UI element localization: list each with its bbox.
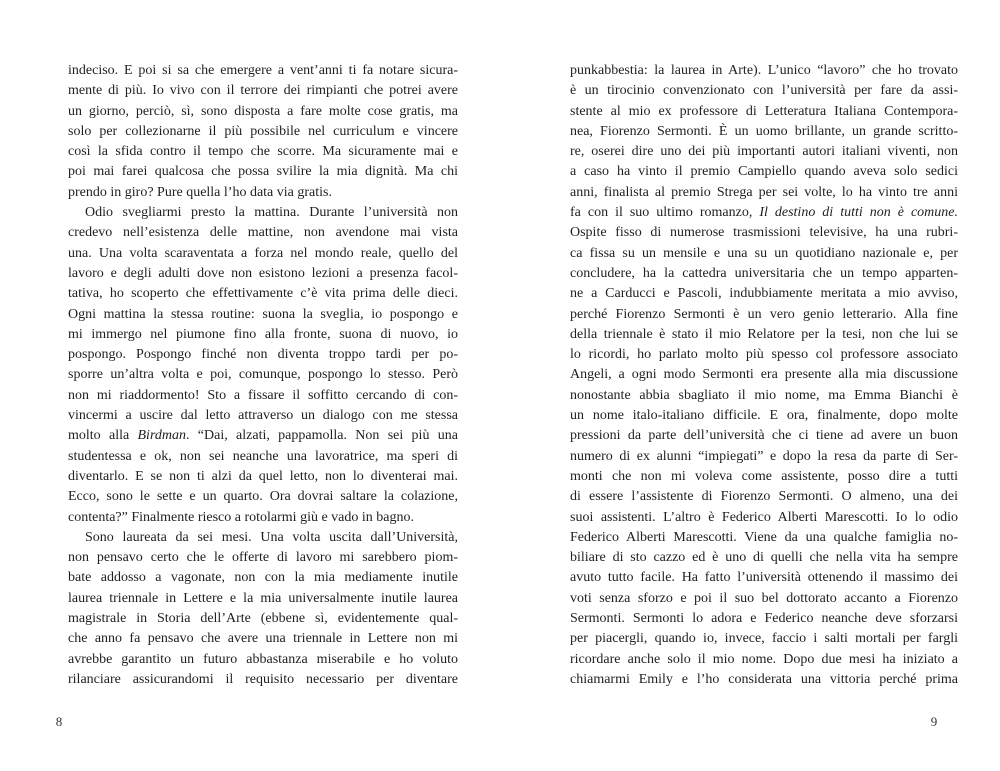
text-line: ne a Carducci e Pascoli, indubbiamente meritata a mio avviso,: [570, 286, 958, 302]
text-line: sporre un’altra volta e poi, comunque, pospongo lo stesso. Però: [68, 367, 458, 383]
text-line: avuto tutto facile. Ha fatto l’università ottenendo il massimo dei: [570, 570, 958, 586]
text-line: studentessa e ok, non sei neanche una lavoratrice, ma speri di: [68, 448, 458, 464]
text-line: indeciso. E poi si sa che emergere a vent’anni ti fa notare sicura-: [68, 63, 458, 78]
paragraph: [68, 528, 458, 690]
italic-title: Il destino di tutti non è comune.: [759, 205, 958, 221]
paragraph: [68, 61, 458, 203]
text-line: mente di più. Io vivo con il terrore dei rimpianti che potrei avere: [68, 83, 458, 99]
text-line: prendo in giro? Pure quella l’ho data via gratis.: [68, 184, 332, 200]
text-line: re, oserei dire uno dei più importanti autori italiani viventi, non: [570, 144, 958, 160]
text-line: un giorno, perciò, sì, sono disposta a fare molte cose gratis, ma: [68, 103, 458, 119]
text-line: lo ricordi, ho parlato molto più spesso col professore associato: [570, 347, 958, 363]
text-line: concludere, ha la cattedra universitaria che un tempo apparten-: [570, 265, 958, 281]
text-line: una. Una volta scaraventata a forza nel mondo reale, quello del: [68, 245, 458, 261]
text-line: stente al mio ex professore di Letteratura Italiana Contempora-: [570, 103, 958, 119]
text-line: Angeli, a ogni modo Sermonti era presente alla mia discussione: [570, 367, 958, 383]
text-line: avrebbe garantito un futuro abbastanza miserabile e ho voluto: [68, 651, 458, 667]
text-line: non mi riaddormento! Sto a fissare il soffitto cercando di con-: [68, 387, 458, 403]
text-line: diventarlo. E se non ti alzi da quel letto, non lo diventerai mai.: [68, 468, 458, 484]
text-line: molto alla Birdman. “Dai, alzati, pappamolla. Non sei più una: [68, 428, 458, 444]
text-line: Sermonti. Sermonti lo adora e Federico neanche deve sforzarsi: [570, 611, 958, 627]
text-line: punkabbestia: la laurea in Arte). L’unico “lavoro” che ho trovato: [570, 63, 958, 78]
page-number-left: 8: [55, 714, 63, 729]
text-line: solo per collezionarne il più possibile nel curriculum e vincere: [68, 123, 458, 139]
page-number-right: 9: [930, 714, 938, 729]
text-line: non pensavo certo che le offerte di lavoro mi sarebbero piom-: [68, 550, 458, 566]
text-line: rilanciare assicurandomi il requisito necessario per diventare: [68, 671, 458, 687]
text-line: Odio svegliarmi presto la mattina. Durante l’università non: [85, 205, 458, 221]
text-line: contenta?” Finalmente riesco a rotolarmi giù e vado in bagno.: [68, 509, 414, 525]
text-line: Federico Alberti Marescotti. Viene da una qualche famiglia no-: [570, 529, 958, 545]
text-line: è un tirocinio convenzionato con l’università per fare da assi-: [570, 83, 958, 99]
text-line: così la sfida contro il tempo che scorre. Ma sicuramente mai e: [68, 144, 458, 160]
paragraph: [570, 61, 958, 690]
text-line: perché Fiorenzo Sermonti è un vero genio letterario. Alla fine: [570, 306, 958, 322]
text-line: che anno fa pensavo che avere una triennale in Lettere non mi: [68, 631, 458, 647]
text-line: di essere l’assistente di Fiorenzo Sermonti. O almeno, una dei: [570, 489, 958, 505]
text-line: biliare di sto cazzo ed è uno di quelli che nella vita ha sempre: [570, 550, 958, 566]
text-line: Ospite fisso di numerose trasmissioni televisive, ha una rubri-: [570, 225, 958, 241]
text-line: laurea triennale in Lettere e la mia universalmente inutile laurea: [68, 590, 458, 606]
text-line: monti che non mi voleva come assistente, posso dire a tutti: [570, 468, 958, 484]
text-line: Ecco, sono le sette e un quarto. Ora dovrai saltare la colazione,: [68, 489, 458, 505]
text-line: vincermi a uscire dal letto attraverso un dialogo con me stessa: [68, 408, 458, 424]
text-line: poi mai farei qualcosa che possa svilire la mia dignità. Ma chi: [68, 164, 458, 180]
text-line: nea, Fiorenzo Sermonti. È un uomo brillante, un grande scritto-: [570, 123, 958, 139]
text-line: suoi assistenti. L’altro è Federico Alberti Marescotti. Io lo odio: [570, 509, 958, 525]
text-line: ricordare anche solo il mio nome. Dopo due mesi ha iniziato a: [570, 651, 958, 667]
text-line: numero di ex alunni “impiegati” e dopo la resa da parte di Ser-: [570, 448, 958, 464]
page-right-text: [570, 61, 958, 690]
text-line: tativa, ho scoperto che effettivamente c’è vita prima delle dieci.: [68, 286, 458, 302]
text-line: ca fissa su un mensile e una su un quotidiano nazionale e, per: [570, 245, 958, 261]
text-line: nonostante abbia sbagliato il mio nome, ma Emma Bianchi è: [570, 387, 958, 403]
text-line: per piacergli, quando io, invece, faccio i salti mortali per fargli: [570, 631, 958, 647]
text-line: pospongo. Pospongo finché non diventa troppo tardi per po-: [68, 347, 458, 363]
text-line: un nome italo-italiano difficile. E ora, finalmente, dopo molte: [570, 408, 958, 424]
text-line: anni, finalista al premio Strega per sei volte, lo ha vinto tre anni: [570, 184, 958, 200]
text-line: a caso ha vinto il premio Campiello quando aveva solo sedici: [570, 164, 958, 180]
paragraph: [68, 203, 458, 528]
text-line: bate addosso a vagonate, non con la mia mediamente inutile: [68, 570, 458, 586]
text-line: lavoro e degli adulti dove non esistono lezioni a presenza facol-: [68, 265, 458, 281]
text-line: della triennale è stato il mio Relatore per la tesi, non che lui se: [570, 326, 958, 342]
page-left-text: [68, 61, 458, 690]
text-line: pressioni da parte dell’università che ci tiene ad avere un buon: [570, 428, 958, 444]
text-line: voti senza sforzo e poi il suo bel dottorato accanto a Fiorenzo: [570, 590, 958, 606]
text-line: chiamarmi Emily e l’ho considerata una vittoria perché prima: [570, 671, 958, 687]
text-line: magistrale in Storia dell’Arte (ebbene sì, evidentemente qual-: [68, 611, 458, 627]
italic-title: Birdman: [137, 428, 186, 444]
text-line: Sono laureata da sei mesi. Una volta uscita dall’Università,: [85, 529, 458, 545]
text-line: credevo nell’esistenza delle mattine, non avendone mai vista: [68, 225, 458, 241]
text-line: Ogni mattina la stessa routine: suona la sveglia, io pospongo e: [68, 306, 458, 322]
text-line: mi immergo nel piumone fino alla fronte, suona di nuovo, io: [68, 326, 458, 342]
text-line: fa con il suo ultimo romanzo, Il destino di tutti non è comune.: [570, 205, 958, 221]
